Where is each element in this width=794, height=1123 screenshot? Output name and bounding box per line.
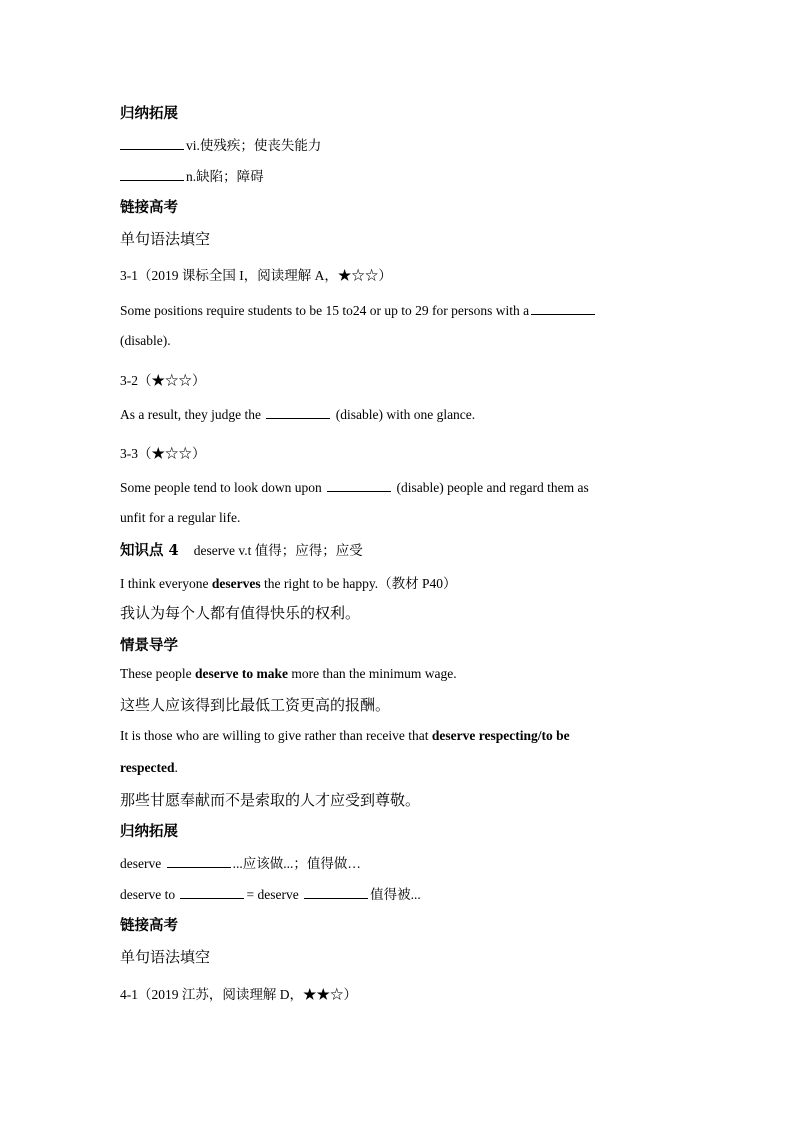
question-label-4-1: 4-1（2019 江苏，阅读理解 D，★★☆） xyxy=(120,987,357,1002)
expansion-text: vi.使残疾；使丧失能力 xyxy=(186,138,322,153)
example-translation-3: 那些甘愿奉献而不是索取的人才应受到尊敬。 xyxy=(120,791,421,809)
question-3-1-line-1 xyxy=(120,302,597,319)
example-keyword: deserve to make xyxy=(194,666,288,681)
example-text: I think everyone xyxy=(120,576,209,591)
expansion-rule-2 xyxy=(120,883,421,903)
expansion-line-2 xyxy=(120,165,264,185)
subheading-grammar-fill-2: 单句语法填空 xyxy=(120,948,211,966)
expansion-text: n.缺陷；障碍 xyxy=(186,169,264,184)
answer-blank[interactable] xyxy=(531,302,595,315)
rule-text: ...应该做...；值得做… xyxy=(232,856,361,871)
question-text: Some people tend to look down upon xyxy=(120,480,322,495)
example-text: It is those who are willing to give rather than receive that xyxy=(120,728,429,743)
knowledge-point-text: deserve v.t 值得；应得；应受 xyxy=(193,543,363,558)
example-sentence-3-line-2 xyxy=(120,760,178,776)
example-keyword: deserves xyxy=(211,576,261,591)
answer-blank[interactable] xyxy=(180,886,244,899)
question-label-3-2: 3-2（★☆☆） xyxy=(120,373,206,388)
question-3-3-line-2: unfit for a regular life. xyxy=(120,510,241,525)
section-heading-summary: 归纳拓展 xyxy=(120,105,178,122)
rule-text: deserve xyxy=(120,856,162,871)
answer-blank[interactable] xyxy=(120,168,184,181)
answer-blank[interactable] xyxy=(167,855,231,868)
answer-blank[interactable] xyxy=(304,886,368,899)
expansion-line-1 xyxy=(120,134,321,154)
answer-blank[interactable] xyxy=(327,479,391,492)
question-3-1-line-2: (disable). xyxy=(120,333,171,348)
knowledge-point-label: 知识点 4 xyxy=(120,542,179,559)
expansion-rule-1 xyxy=(120,852,361,872)
example-keyword: deserve respecting/to be xyxy=(431,728,570,743)
example-translation-2: 这些人应该得到比最低工资更高的报酬。 xyxy=(120,696,391,714)
section-heading-scenario: 情景导学 xyxy=(120,637,178,654)
question-3-3-line-1 xyxy=(120,479,589,496)
section-heading-gaokao-2: 链接高考 xyxy=(120,917,178,934)
question-3-2-line xyxy=(120,406,475,423)
question-label-3-3: 3-3（★☆☆） xyxy=(120,446,206,461)
answer-blank[interactable] xyxy=(120,137,184,150)
question-text: Some positions require students to be 15 to24 or up to 29 for persons with a xyxy=(120,303,530,318)
example-translation-1: 我认为每个人都有值得快乐的权利。 xyxy=(120,604,361,622)
rule-text: deserve to xyxy=(120,887,176,902)
subheading-grammar-fill: 单句语法填空 xyxy=(120,230,211,248)
question-label-3-1: 3-1（2019 课标全国 I，阅读理解 A，★☆☆） xyxy=(120,268,392,283)
rule-text: 值得被... xyxy=(370,887,421,902)
example-keyword: respected xyxy=(120,760,175,775)
question-text: As a result, they judge the xyxy=(120,407,261,422)
example-text: more than the minimum wage. xyxy=(291,666,457,681)
example-text: . xyxy=(174,760,178,775)
question-text: (disable) with one glance. xyxy=(335,407,476,422)
knowledge-point-4 xyxy=(120,539,363,560)
example-sentence-2 xyxy=(120,666,457,682)
rule-text: = deserve xyxy=(246,887,299,902)
example-sentence-3-line-1 xyxy=(120,728,570,744)
answer-blank[interactable] xyxy=(266,406,330,419)
example-text: These people xyxy=(120,666,192,681)
question-text: (disable) people and regard them as xyxy=(396,480,589,495)
section-heading-gaokao: 链接高考 xyxy=(120,199,178,216)
section-heading-summary-2: 归纳拓展 xyxy=(120,823,178,840)
example-sentence-1 xyxy=(120,572,457,592)
example-text: the right to be happy.（教材 P40） xyxy=(263,576,457,591)
